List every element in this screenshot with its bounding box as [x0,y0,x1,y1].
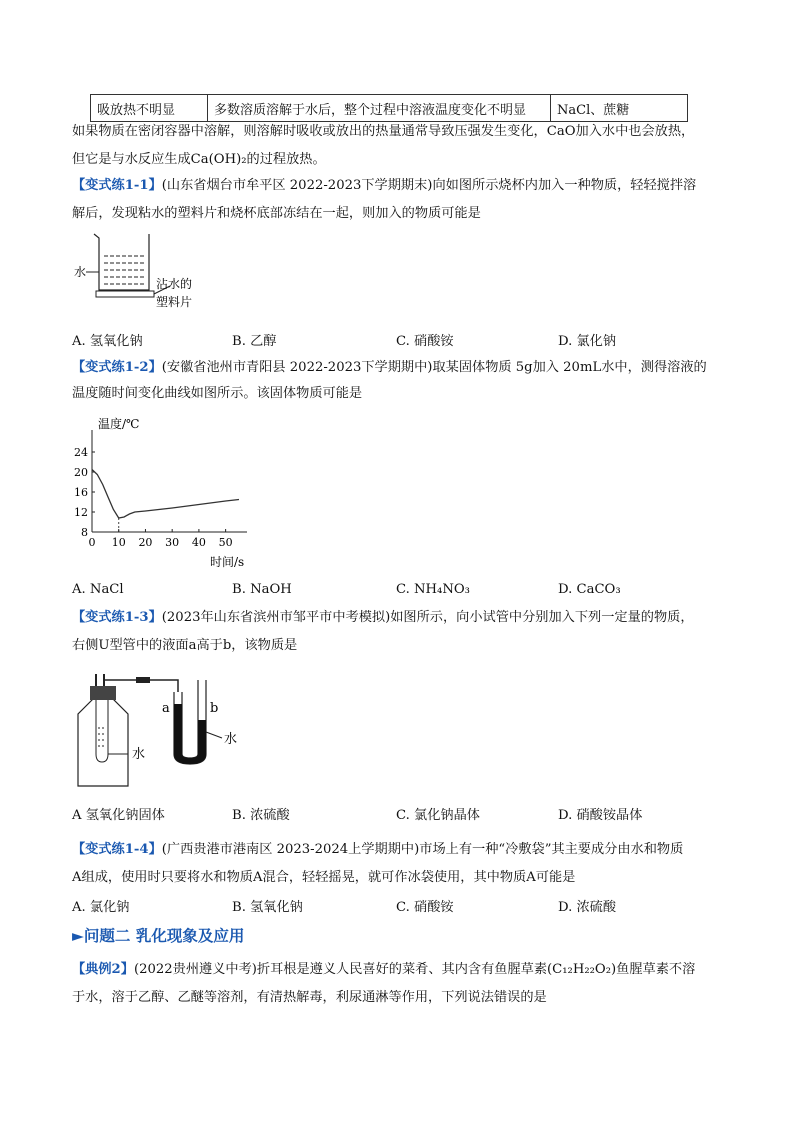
chart-x-tick-label: 0 [88,536,96,549]
q3-line1 [72,608,694,628]
q4-line1 [72,840,683,860]
q2-line2: 温度随时间变化曲线如图所示。该固体物质可能是 [72,386,363,401]
para-line: 但它是与水反应生成Ca(OH)₂的过程放热。 [72,152,326,167]
fig-label-a: a [162,701,170,716]
table-cell: 多数溶质溶解于水后，整个过程中溶液温度变化不明显 [208,95,551,122]
table-cell: 吸放热不明显 [91,95,208,122]
fig-label-b: b [210,701,219,716]
q1-option-c[interactable]: C. 硝酸铵 [396,334,454,349]
q3-line2: 右侧U型管中的液面a高于b，该物质是 [72,638,298,653]
q4-option-d[interactable]: D. 浓硫酸 [558,900,617,915]
q2-option-a[interactable]: A. NaCl [72,582,124,597]
chart-x-tick-label: 20 [138,536,153,549]
q1-line2: 解后，发现粘水的塑料片和烧杯底部冻结在一起，则加入的物质可能是 [72,206,481,221]
ex2-line2: 于水，溶于乙醇、乙醚等溶剂，有清热解毒，利尿通淋等作用，下列说法错误的是 [72,990,547,1005]
fig-label-water: 水 [74,265,87,279]
q2-option-c[interactable]: C. NH₄NO₃ [396,582,470,597]
q4-option-c[interactable]: C. 硝酸铵 [396,900,454,915]
q4-text: (广西贵港市港南区 2023-2024上学期期中)市场上有一种“冷敷袋”其主要成分由水和物质 [161,842,684,857]
section-heading: ►问题二 乳化现象及应用 [72,927,245,945]
q3-option-a[interactable]: A 氢氧化钠固体 [72,808,165,823]
q1-option-d[interactable]: D. 氯化钠 [558,334,617,349]
q1-option-a[interactable]: A. 氢氧化钠 [72,334,143,349]
chart-y-tick-label: 16 [74,486,88,499]
beaker-figure [74,228,214,318]
q3-option-c[interactable]: C. 氯化钠晶体 [396,808,480,823]
chart-ylabel: 温度/℃ [98,417,140,431]
u-tube-figure [74,668,264,792]
q3-option-d[interactable]: D. 硝酸铵晶体 [558,808,643,823]
q3-option-b[interactable]: B. 浓硫酸 [232,808,290,823]
para-line: 如果物质在密闭容器中溶解，则溶解时吸收或放出的热量通常导致压强发生变化，CaO加入水中也会放热， [72,124,695,139]
q1-line1 [72,176,696,196]
q4-option-b[interactable]: B. 氢氧化钠 [232,900,303,915]
chart-x-tick-label: 40 [191,536,206,549]
fig-label-plastic-1: 沾水的 [156,277,193,291]
fig-label-plastic-2: 塑料片 [156,295,193,309]
fig-label-water-right: 水 [224,732,238,747]
ex2-text: (2022贵州遵义中考)折耳根是遵义人民喜好的菜肴、其内含有鱼腥草素(C₁₂H₂₂O₂)鱼腥草素不溶 [133,962,696,977]
q4-tag: 【变式练1-4】 [72,842,162,857]
q2-text: (安徽省池州市青阳县 2022-2023下学期期中)取某固体物质 5g加入 20mL水中，测得溶液的 [161,360,707,375]
q3-tag: 【变式练1-3】 [72,610,162,625]
solubility-table [90,94,688,122]
ex2-tag: 【典例2】 [72,962,134,977]
chart-x-tick-label: 30 [165,536,180,549]
q2-tag: 【变式练1-2】 [72,360,162,375]
table-cell: NaCl、蔗糖 [551,95,688,122]
q4-option-a[interactable]: A. 氯化钠 [72,900,130,915]
table-row [91,95,688,122]
chart-xlabel: 时间/s [210,555,245,569]
q2-line1 [72,358,707,378]
q1-text: (山东省烟台市牟平区 2022-2023下学期期末)向如图所示烧杯内加入一种物质，轻轻搅拌溶 [161,178,697,193]
chart-x-tick-label: 10 [111,536,126,549]
chart-x-tick-label: 50 [218,536,233,549]
chart-y-tick-label: 12 [74,506,88,519]
ex2-line1 [72,960,695,980]
q1-option-b[interactable]: B. 乙醇 [232,334,277,349]
chart-y-tick-label: 8 [81,526,88,539]
temperature-chart [72,410,272,572]
q1-tag: 【变式练1-1】 [72,178,162,193]
chart-y-tick-label: 24 [74,446,88,459]
chart-series-line [92,470,239,519]
q3-text: (2023年山东省滨州市邹平市中考模拟)如图所示，向小试管中分别加入下列一定量的物质， [161,610,694,625]
q2-option-d[interactable]: D. CaCO₃ [558,582,621,597]
q2-option-b[interactable]: B. NaOH [232,582,292,597]
fig-label-water-left: 水 [132,747,146,762]
q4-line2: A组成，使用时只要将水和物质A混合，轻轻摇晃，就可作冰袋使用，其中物质A可能是 [72,870,576,885]
chart-y-tick-label: 20 [74,466,88,479]
